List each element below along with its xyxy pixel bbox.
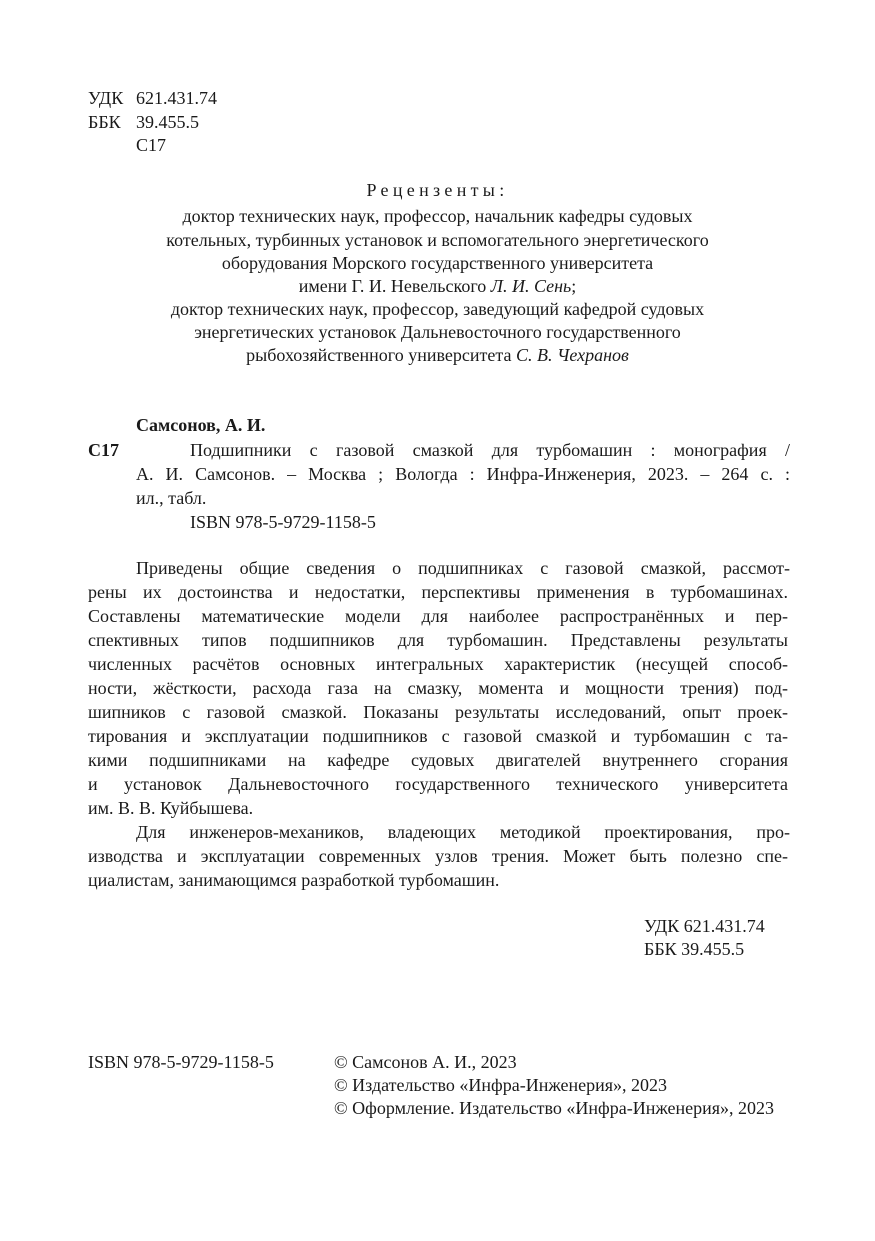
biblio-line: А. И. Самсонов. – Москва ; Вологда : Инфра-Инженерия, 2023. – 264 с. : (136, 464, 790, 484)
abstract-line: циалистам, занимающимся разработкой турбомашин. (88, 870, 500, 890)
reviewer-line: имени Г. И. Невельского Л. И. Сень; (298, 276, 577, 296)
author-mark: С17 (136, 135, 167, 155)
abstract-line: Приведены общие сведения о подшипниках с газовой смазкой, рассмот- (136, 558, 790, 578)
abstract-line: ности, жёсткости, расхода газа на смазку, момента и мощности трения) под- (88, 678, 788, 698)
reviewer-line: энергетических установок Дальневосточного государственного (194, 322, 681, 342)
udk-code-right: УДК 621.431.74 (644, 916, 765, 936)
bbk-value: 39.455.5 (136, 112, 199, 132)
reviewers-heading: Рецензенты: (366, 180, 509, 200)
reviewer-name: С. В. Чехранов (515, 345, 629, 365)
reviewer-line: котельных, турбинных установок и вспомогательного энергетического (166, 230, 709, 250)
footer-isbn: ISBN 978-5-9729-1158-5 (88, 1052, 274, 1072)
biblio-isbn: ISBN 978-5-9729-1158-5 (190, 512, 376, 532)
biblio-line: ил., табл. (136, 488, 207, 508)
copyright-line: © Издательство «Инфра-Инженерия», 2023 (334, 1075, 668, 1095)
reviewer-line: оборудования Морского государственного университета (221, 253, 654, 273)
abstract-line: шипников с газовой смазкой. Показаны результаты исследований, опыт проек- (88, 702, 788, 722)
abstract-line: Для инженеров-механиков, владеющих методикой проектирования, про- (136, 822, 790, 842)
abstract-line: им. В. В. Куйбышева. (88, 798, 254, 818)
abstract-line: изводства и эксплуатации современных узлов трения. Может быть полезно спе- (88, 846, 788, 866)
bbk-label: ББК (88, 112, 121, 132)
copyright-line: © Самсонов А. И., 2023 (334, 1052, 517, 1072)
abstract-line: спективных типов подшипников для турбомашин. Представлены результаты (88, 630, 788, 650)
copyright-line: © Оформление. Издательство «Инфра-Инженерия», 2023 (334, 1098, 775, 1118)
catalog-mark: С17 (88, 440, 119, 460)
abstract-line: численных расчётов основных интегральных характеристик (несущей способ- (88, 654, 788, 674)
abstract-line: тирования и эксплуатации подшипников с газовой смазкой и турбомашин с та- (88, 726, 788, 746)
biblio-line: Подшипники с газовой смазкой для турбомашин : монография / (190, 440, 790, 460)
reviewer-line: рыбохозяйственного университета С. В. Чехранов (246, 345, 629, 365)
bbk-code-right: ББК 39.455.5 (644, 939, 745, 959)
reviewer-line: доктор технических наук, профессор, заведующий кафедрой судовых (170, 299, 705, 319)
abstract-line: кими подшипниками на кафедре судовых двигателей внутреннего сгорания (88, 750, 788, 770)
reviewer-line: доктор технических наук, профессор, начальник кафедры судовых (182, 206, 693, 226)
abstract-line: рены их достоинства и недостатки, перспективы применения в турбомашинах. (88, 582, 788, 602)
udk-label: УДК (88, 88, 124, 108)
udk-value: 621.431.74 (136, 88, 217, 108)
abstract-line: и установок Дальневосточного государственного технического университета (88, 774, 788, 794)
author-heading: Самсонов, А. И. (136, 415, 266, 435)
abstract-line: Составлены математические модели для наиболее распространённых и пер- (88, 606, 788, 626)
reviewer-name: Л. И. Сень (490, 276, 572, 296)
